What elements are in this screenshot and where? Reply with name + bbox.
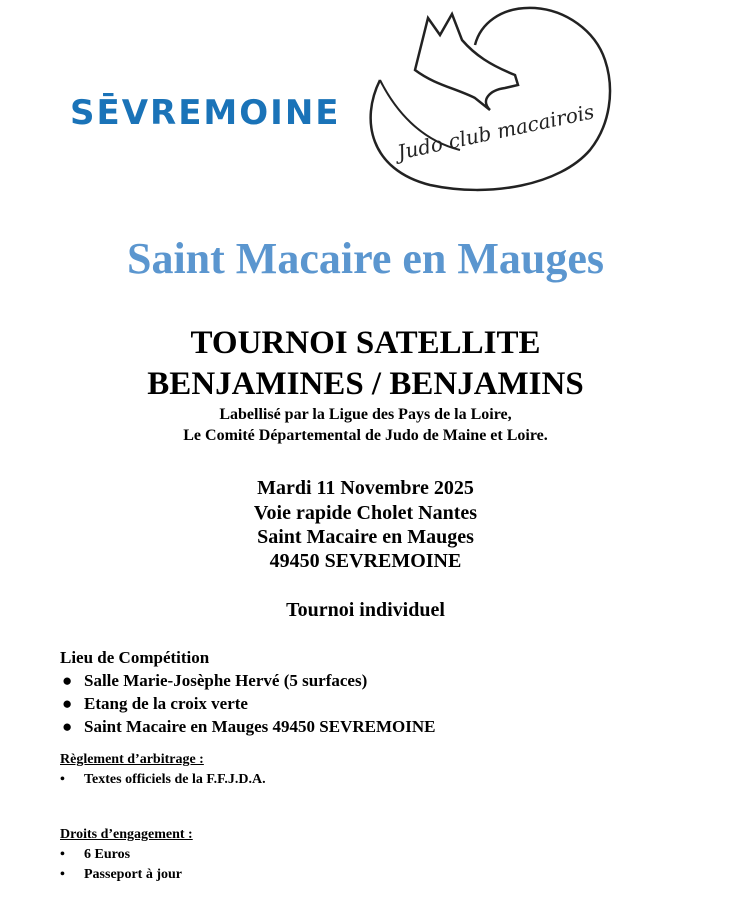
lieu-item: ● Etang de la croix verte [62, 694, 248, 713]
address-line3: 49450 SEVREMOINE [269, 550, 462, 572]
bullet-icon: • [60, 772, 65, 787]
club-name: Judo club macairois [395, 99, 597, 165]
bullet-icon: • [60, 847, 65, 862]
reglement-item: • Textes officiels de la F.F.J.D.A. [60, 772, 266, 787]
address-line2: Saint Macaire en Mauges [257, 526, 474, 548]
droits-item: • Passeport à jour [60, 867, 182, 882]
address-line1: Voie rapide Cholet Nantes [253, 502, 478, 524]
bullet-icon: • [60, 867, 65, 882]
reglement-heading: Règlement d’arbitrage : [60, 752, 204, 767]
tournament-title-line2: BENJAMINES / BENJAMINS [147, 366, 584, 402]
label-line2: Le Comité Départemental de Judo de Maine et Loire. [183, 427, 548, 444]
sevremoine-logo: SĒVREMOINE [70, 93, 341, 133]
lieu-item: ● Salle Marie-Josèphe Hervé (5 surfaces) [62, 671, 368, 690]
fox-head [415, 14, 518, 110]
city-title: Saint Macaire en Mauges [126, 234, 605, 283]
bullet-icon: ● [62, 671, 73, 690]
tournament-type: Tournoi individuel [286, 599, 445, 621]
judo-club-fox-logo [340, 0, 640, 195]
droits-item: • 6 Euros [60, 847, 131, 862]
event-date: Mardi 11 Novembre 2025 [257, 477, 474, 499]
bullet-icon: ● [62, 694, 73, 713]
droits-heading: Droits d’engagement : [60, 827, 193, 842]
lieu-heading: Lieu de Compétition [60, 648, 210, 667]
bullet-icon: ● [62, 717, 73, 736]
lieu-item: ● Saint Macaire en Mauges 49450 SEVREMOINE [62, 717, 436, 736]
label-line1: Labellisé par la Ligue des Pays de la Loire, [219, 406, 512, 423]
tournament-title-line1: TOURNOI SATELLITE [190, 325, 541, 361]
